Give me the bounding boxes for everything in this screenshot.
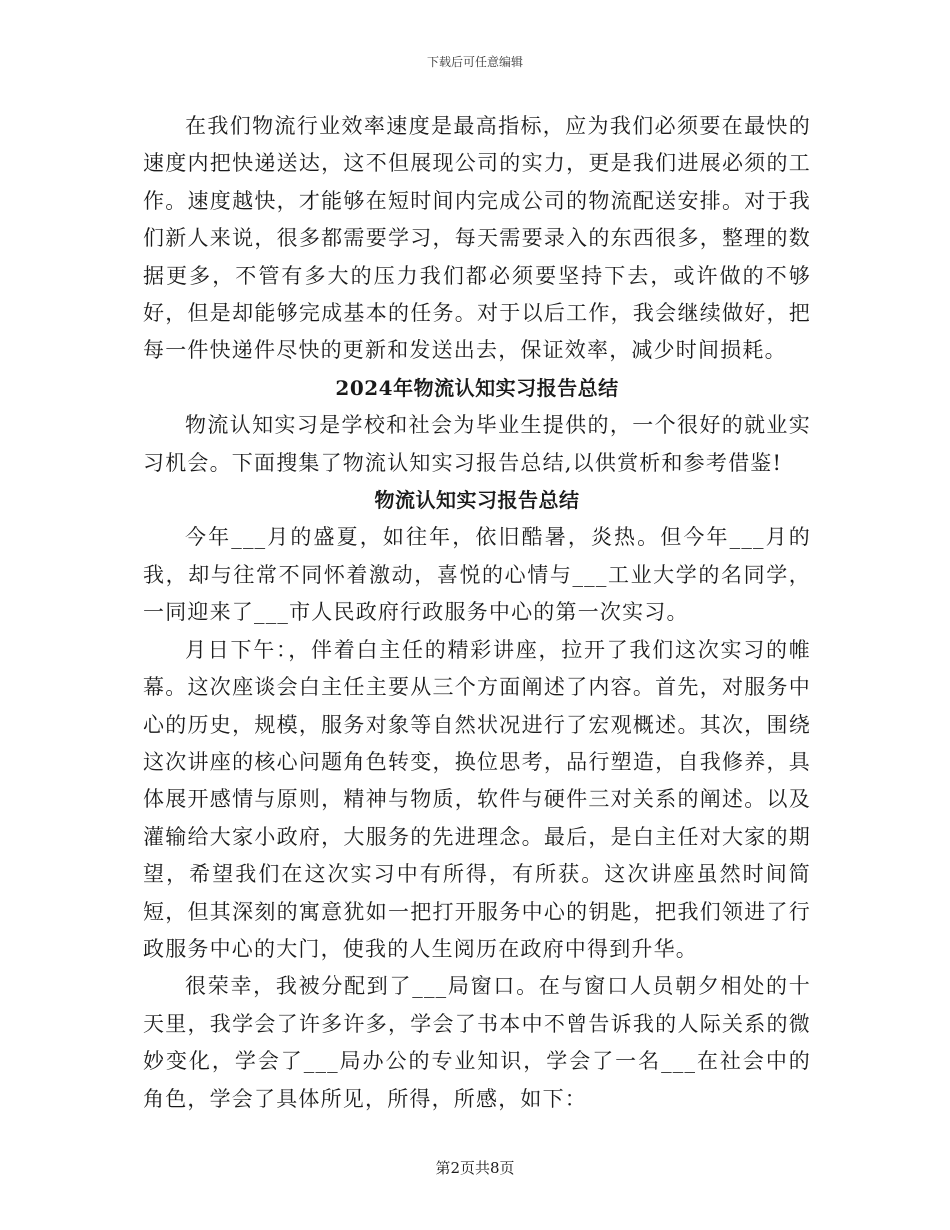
document-body bbox=[143, 108, 811, 1118]
paragraph-intro: 物流认知实习是学校和社会为毕业生提供的，一个很好的就业实习机会。下面搜集了物流认知实习报告总结,以供赏析和参考借鉴! bbox=[143, 413, 811, 475]
header-note: 下载后可任意编辑 bbox=[426, 55, 523, 69]
paragraph-assignment: 很荣幸，我被分配到了___局窗口。在与窗口人员朝夕相处的十天里，我学会了许多许多，学会了书本中不曾告诉我的人际关系的微妙变化，学会了___局办公的专业知识，学会了一名___在社会中的角色，学会了具体所见，所得，所感，如下： bbox=[143, 974, 811, 1111]
section-title-report-summary: 物流认知实习报告总结 bbox=[374, 488, 580, 513]
paragraph-summer: 今年___月的盛夏，如往年，依旧酷暑，炎热。但今年___月的我，却与往常不同怀着激动，喜悦的心情与___工业大学的名同学，一同迎来了___市人民政府行政服务中心的第一次实习。 bbox=[143, 525, 811, 625]
section-title-2024-report: 2024年物流认知实习报告总结 bbox=[335, 375, 619, 400]
paragraph-lecture: 月日下午：，伴着白主任的精彩讲座，拉开了我们这次实习的帷幕。这次座谈会白主任主要从三个方面阐述了内容。首先，对服务中心的历史，规模，服务对象等自然状况进行了宏观概述。其次，围绕这次讲座的核心问题角色转变，换位思考，品行塑造，自我修养，具体展开感情与原则，精神与物质，软件与硬件三对关系的阐述。以及灌输给大家小政府，大服务的先进理念。最后，是白主任对大家的期望，希望我们在这次实习中有所得，有所获。这次讲座虽然时间简短，但其深刻的寓意犹如一把打开服务中心的钥匙，把我们领进了行政服务中心的大门，使我的人生阅历在政府中得到升华。 bbox=[143, 637, 811, 961]
paragraph-efficiency: 在我们物流行业效率速度是最高指标，应为我们必须要在最快的速度内把快递送达，这不但展现公司的实力，更是我们进展必须的工作。速度越快，才能够在短时间内完成公司的物流配送安排。对于我们新人来说，很多都需要学习，每天需要录入的东西很多，整理的数据更多，不管有多大的压力我们都必须要坚持下去，或许做的不够好，但是却能够完成基本的任务。对于以后工作，我会继续做好，把每一件快递件尽快的更新和发送出去，保证效率，减少时间损耗。 bbox=[143, 114, 811, 363]
page-number: 第2页共8页 bbox=[435, 1159, 515, 1177]
